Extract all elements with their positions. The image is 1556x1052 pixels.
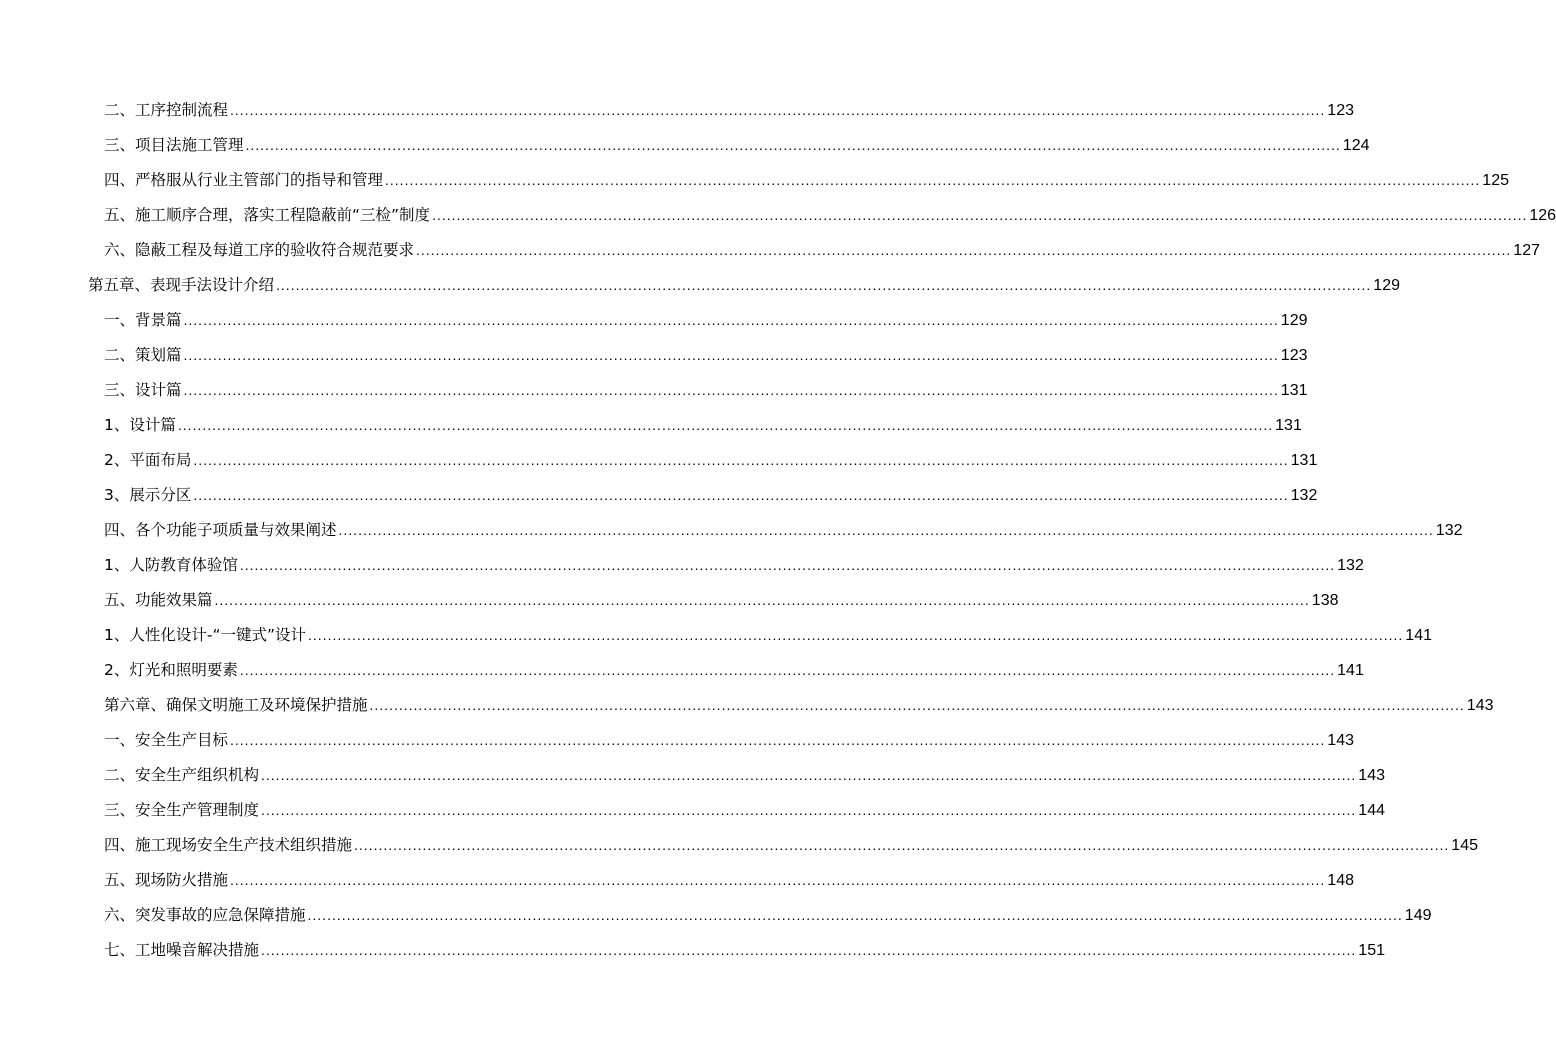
toc-chapter-entry[interactable] [0,268,1400,303]
toc-entry-title: 六、隐蔽工程及每道工序的验收符合规范要求 [104,241,415,259]
toc-leader-dots [370,688,1465,723]
toc-page-number: 148 [1327,872,1354,889]
toc-leader-dots [230,863,1325,898]
toc-leader-dots [193,443,1288,478]
toc-entry-title: 四、严格服从行业主管部门的指导和管理 [104,171,384,189]
toc-leader-dots [261,758,1356,793]
toc-leader-dots [261,933,1356,968]
toc-page-number: 145 [1451,837,1478,854]
toc-page-number: 123 [1280,347,1308,364]
toc-entry-title: 3、展示分区 [104,486,192,504]
toc-entry-title: 一、背景篇 [104,311,182,329]
toc-leader-dots [184,338,1279,373]
toc-entry[interactable] [0,233,1540,268]
toc-page-number: 132 [1337,557,1364,574]
toc-entry[interactable] [0,478,1318,513]
toc-page-number: 124 [1342,137,1370,154]
toc-entry[interactable] [0,373,1308,408]
toc-page-number: 123 [1327,102,1354,119]
table-of-contents [0,93,1556,968]
toc-leader-dots [385,163,1480,198]
toc-entry[interactable] [0,863,1354,898]
toc-page-number: 151 [1358,942,1385,959]
toc-page-number: 132 [1435,522,1463,539]
toc-leader-dots [215,583,1310,618]
toc-page-number: 141 [1337,662,1364,679]
toc-entry-title: 二、策划篇 [104,346,182,364]
toc-page-number: 129 [1373,277,1400,294]
toc-entry-title: 三、设计篇 [104,381,182,399]
toc-chapter-entry[interactable] [0,688,1494,723]
toc-entry[interactable] [0,828,1478,863]
toc-entry[interactable] [0,93,1354,128]
toc-leader-dots [178,408,1273,443]
toc-page-number: 132 [1290,487,1318,504]
toc-leader-dots [276,268,1371,303]
toc-entry-title: 一、安全生产目标 [104,731,229,749]
toc-entry[interactable] [0,723,1354,758]
toc-entry-title: 2、灯光和照明要素 [104,661,238,679]
toc-leader-dots [230,723,1325,758]
toc-leader-dots [184,303,1279,338]
toc-entry[interactable] [0,793,1385,828]
toc-entry-title: 二、工序控制流程 [104,101,229,119]
toc-page-number: 143 [1466,697,1494,714]
toc-entry-title: 第六章、确保文明施工及环境保护措施 [104,696,368,714]
toc-entry-title: 二、安全生产组织机构 [104,766,260,784]
toc-page-number: 149 [1404,907,1432,924]
toc-entry-title: 四、各个功能子项质量与效果阐述 [104,521,337,539]
toc-leader-dots [184,373,1279,408]
toc-entry[interactable] [0,163,1509,198]
toc-entry-title: 三、项目法施工管理 [104,136,244,154]
toc-entry-title: 七、工地噪音解决措施 [104,941,260,959]
toc-leader-dots [261,793,1356,828]
toc-entry[interactable] [0,338,1308,373]
toc-page-number: 131 [1280,382,1308,399]
toc-leader-dots [308,618,1403,653]
toc-page-number: 138 [1311,592,1339,609]
toc-entry-title: 六、突发事故的应急保障措施 [104,906,306,924]
toc-leader-dots [432,198,1527,233]
toc-entry[interactable] [0,548,1364,583]
toc-entry-title: 2、平面布局 [104,451,192,469]
toc-entry-title: 四、施工现场安全生产技术组织措施 [104,836,353,854]
toc-page-number: 129 [1280,312,1308,329]
toc-leader-dots [416,233,1511,268]
toc-entry[interactable] [0,128,1370,163]
toc-leader-dots [193,478,1288,513]
toc-entry[interactable] [0,443,1318,478]
toc-entry-title: 1、人防教育体验馆 [104,556,238,574]
toc-leader-dots [240,548,1335,583]
toc-entry[interactable] [0,933,1385,968]
toc-entry[interactable] [0,898,1432,933]
toc-entry-title: 三、安全生产管理制度 [104,801,260,819]
toc-page-number: 143 [1358,767,1385,784]
toc-entry-title: 1、设计篇 [104,416,176,434]
toc-entry-title: 1、人性化设计-“一键式”设计 [104,626,307,644]
toc-page-number: 126 [1529,207,1556,224]
toc-leader-dots [246,128,1341,163]
toc-entry-title: 第五章、表现手法设计介绍 [88,276,275,294]
toc-leader-dots [230,93,1325,128]
toc-entry[interactable] [0,758,1385,793]
toc-page-number: 143 [1327,732,1354,749]
toc-leader-dots [308,898,1403,933]
toc-entry[interactable] [0,653,1364,688]
toc-page-number: 144 [1358,802,1385,819]
toc-entry[interactable] [0,198,1556,233]
toc-page-number: 131 [1275,417,1302,434]
toc-leader-dots [354,828,1449,863]
toc-entry[interactable] [0,583,1339,618]
toc-entry-title: 五、功能效果篇 [104,591,213,609]
toc-page-number: 127 [1513,242,1540,259]
toc-entry[interactable] [0,303,1308,338]
toc-page-number: 141 [1405,627,1432,644]
toc-page-number: 131 [1290,452,1318,469]
toc-leader-dots [240,653,1335,688]
toc-leader-dots [339,513,1434,548]
toc-entry[interactable] [0,618,1432,653]
toc-entry-title: 五、施工顺序合理，落实工程隐蔽前“三检”制度 [104,206,431,224]
toc-entry[interactable] [0,513,1463,548]
toc-entry[interactable] [0,408,1302,443]
toc-page-number: 125 [1482,172,1509,189]
toc-entry-title: 五、现场防火措施 [104,871,229,889]
